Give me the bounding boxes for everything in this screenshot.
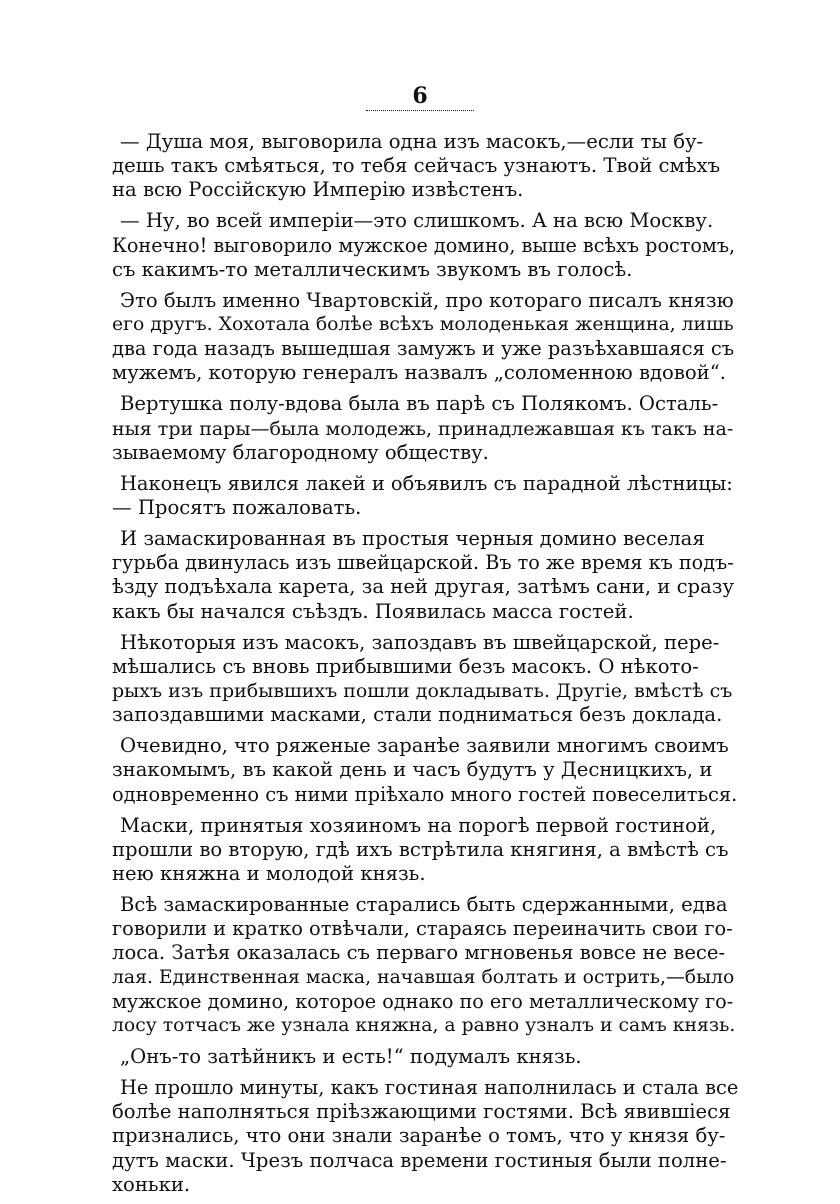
header-dotted-rule <box>366 110 474 111</box>
page-number: 6 <box>412 83 428 109</box>
paragraph <box>112 130 738 203</box>
paragraph <box>112 1076 738 1197</box>
text-line: Это былъ именно Чвартовскій, про котораго писалъ князю <box>120 288 734 312</box>
text-line: мужское домино, которое однако по его металлическому го- <box>112 989 734 1013</box>
text-line: лосу тотчасъ же узнала княжна, а равно узналъ и самъ князь. <box>112 1015 736 1037</box>
text-line: знакомымъ, въ какой день и часъ будутъ у Десницкихъ, и <box>112 758 713 782</box>
paragraph <box>112 527 738 624</box>
text-line: два года назадъ вышедшая замужъ и уже разъѣхавшаяся съ <box>112 337 735 361</box>
text-line: ныя три пары—была молодежь, принадлежавшая къ такъ на- <box>112 417 734 440</box>
text-line: Всѣ замаскированные старались быть сдержанными, едва <box>120 893 728 917</box>
text-line: лая. Единственная маска, начавшая болтать и острить,—было <box>112 966 735 988</box>
text-line: дутъ маски. Чрезъ полчаса времени гостиныя были полне- <box>112 1148 727 1172</box>
text-line: на всю Россійскую Имперію извѣстенъ. <box>112 178 524 202</box>
page-header <box>0 84 840 111</box>
paragraph <box>112 814 738 887</box>
text-line: мѣшались съ вновь прибывшими безъ масокъ. О нѣкото- <box>112 654 699 678</box>
text-line: болѣе наполняться пріѣзжающими гостями. Всѣ явившіеся <box>112 1100 731 1124</box>
text-line: Вертушка полу-вдова была въ парѣ съ Полякомъ. Осталь- <box>120 392 719 416</box>
text-line: лоса. Затѣя оказалась съ перваго мгновенья вовсе не весе- <box>112 941 726 965</box>
paragraph <box>112 631 738 728</box>
paragraph <box>112 392 738 465</box>
text-line: Конечно! выговорило мужское домино, выше всѣхъ ростомъ, <box>112 233 736 257</box>
text-line: признались, что они знали заранѣе о томъ, что у князя бу- <box>112 1124 726 1148</box>
text-line: ѣзду подъѣхала карета, за ней другая, затѣмъ сани, и сразу <box>112 575 734 599</box>
paragraph <box>112 209 738 282</box>
text-line: его другъ. Хохотала болѣе всѣхъ молоденькая женщина, лишь <box>112 314 734 336</box>
text-line: — Ну, во всей имперіи—это слишкомъ. А на всю Москву. <box>120 209 714 233</box>
text-line: — Просятъ пожаловать. <box>112 496 362 520</box>
paragraph <box>112 289 738 386</box>
text-line: говорили и кратко отвѣчали, стараясь переиначить свои го- <box>112 917 733 941</box>
text-line: съ какимъ-то металлическимъ звукомъ въ голосѣ. <box>112 257 633 281</box>
text-line: одновременно съ ними пріѣхало много гостей повеселиться. <box>112 782 738 806</box>
text-line: прошли во вторую, гдѣ ихъ встрѣтила княгиня, а вмѣстѣ съ <box>112 837 729 861</box>
text-line: рыхъ изъ прибывшихъ пошли докладывать. Другіе, вмѣстѣ съ <box>112 680 733 703</box>
paragraph <box>112 1045 738 1069</box>
text-line: — Душа моя, выговорила одна изъ масокъ,—если ты бу- <box>120 130 704 153</box>
text-line: Маски, принятыя хозяиномъ на порогѣ первой гостиной, <box>120 813 717 837</box>
text-line: дешь такъ смѣяться, то тебя сейчасъ узнаютъ. Твой смѣхъ <box>112 154 721 178</box>
paragraph <box>112 734 738 807</box>
text-line: мужемъ, которую генералъ назвалъ „соломенною вдовой“. <box>112 361 726 385</box>
text-line: гурьба двинулась изъ швейцарской. Въ то же время къ подъ- <box>112 551 734 575</box>
text-line: хоньки. <box>112 1172 191 1196</box>
text-line: зываемому благородному обществу. <box>112 440 489 464</box>
text-line: какъ бы начался съѣздъ. Появилась масса гостей. <box>112 599 634 623</box>
text-line: И замаскированная въ простыя черныя домино веселая <box>120 527 705 551</box>
text-line: „Онъ-то затѣйникъ и есть!“ подумалъ князь. <box>120 1045 582 1069</box>
text-line: запоздавшими масками, стали подниматься безъ доклада. <box>112 703 723 727</box>
text-line: нею княжна и молодой князь. <box>112 862 426 886</box>
text-line: Нѣкоторыя изъ масокъ, запоздавъ въ швейцарской, пере- <box>120 630 720 654</box>
text-line: Наконецъ явился лакей и объявилъ съ парадной лѣстницы: <box>120 471 733 495</box>
body-text <box>112 130 738 1204</box>
paragraph <box>112 472 738 520</box>
text-line: Не прошло минуты, какъ гостиная наполнилась и стала все <box>120 1076 739 1100</box>
text-line: Очевидно, что ряженые заранѣе заявили многимъ своимъ <box>120 734 729 758</box>
paragraph <box>112 893 738 1038</box>
